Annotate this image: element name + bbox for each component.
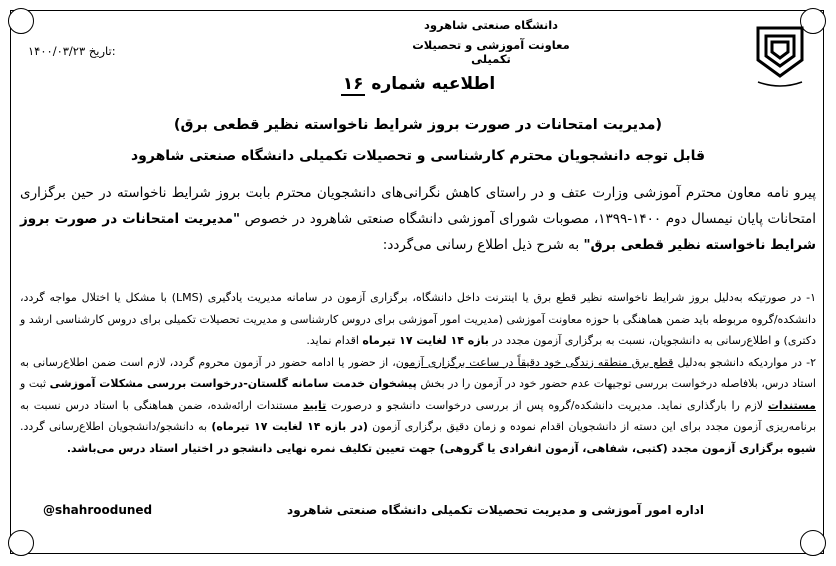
- intro-paragraph: [20, 180, 816, 258]
- date-label: تاریخ:: [88, 44, 116, 58]
- university-name: دانشگاه صنعتی شاهرود: [423, 18, 559, 32]
- corner-ornament-icon: [8, 530, 34, 556]
- social-handle: @shahrooduned: [43, 503, 153, 517]
- corner-ornament-icon: [800, 530, 826, 556]
- item-text: لازم را بارگذاری نماید. مدیریت دانشکده/گروه پس از بررسی درخواست دانشجو و درصورت: [326, 398, 768, 412]
- item-underlined: قطع برق منطقه زندگی خود دقیقاً در ساعت برگزاری آزمون: [395, 355, 674, 369]
- intro-bold-topic: "مدیریت امتحانات در صورت بروز شرایط ناخواسته نظیر قطعی برق": [20, 211, 816, 253]
- item-text: اقدام نماید.: [306, 334, 363, 347]
- list-item: [20, 352, 816, 460]
- item-text: ثبت و: [20, 377, 50, 390]
- announcement-subtitle: (مدیریت امتحانات در صورت بروز شرایط ناخواسته نظیر قطعی برق): [173, 117, 663, 133]
- item-text: مستندات ارائه‌شده، ضمن هماهنگی با استاد درس نسبت به برنامه‌ریزی آزمون مجدد برای این دسته از دانشجویان اقدام نموده و زمان دقیق برگزاری آزمون: [20, 398, 817, 433]
- list-item: [20, 287, 816, 352]
- item-text: به دانشجو/دانشجویان اطلاع‌رسانی گردد.: [20, 420, 212, 433]
- announcement-title: [0, 74, 836, 94]
- item-bold: بازه ۱۴ لغایت ۱۷ تیرماه: [362, 334, 489, 347]
- item-bold: مستندات: [767, 398, 816, 412]
- department-name: معاونت آموزشی و تحصیلات تکمیلی: [412, 38, 570, 66]
- announcement-number: ۱۶: [342, 74, 364, 94]
- title-prefix: اطلاعیه شماره: [371, 74, 496, 94]
- date-block: [28, 44, 116, 58]
- intro-text: پیرو نامه معاون محترم آموزشی وزارت عتف و در راستای کاهش نگرانی‌های دانشجویان محترم بابت بروز شرایط ناخواسته در حین برگزاری امتحانات پایان نیمسال دوم ۱۴۰۰-۱۳۹۹، مصوبات شورای آموزشی دانشگاه صنعتی شاهرود در خصوص: [20, 185, 817, 227]
- item-bold: شیوه برگزاری آزمون مجدد (کتبی، شفاهی، آزمون انفرادی یا گروهی) جهت تعیین تکلیف نمره نهایی دانشجو در اختیار استاد درس می‌باشد.: [66, 441, 816, 455]
- item-text: ۲- در مواردیکه دانشجو به‌دلیل: [673, 355, 816, 369]
- announcement-audience: قابل توجه دانشجویان محترم کارشناسی و تحصیلات تکمیلی دانشگاه صنعتی شاهرود: [130, 148, 706, 164]
- corner-ornament-icon: [8, 8, 34, 34]
- intro-text-end: به شرح ذیل اطلاع رسانی می‌گردد:: [382, 237, 584, 253]
- items-list: [20, 287, 816, 459]
- item-bold: تایید: [303, 398, 327, 412]
- item-bold: (در بازه ۱۴ لغایت ۱۷ تیرماه): [211, 420, 368, 433]
- date-value: ۱۴۰۰/۰۳/۲۳: [28, 44, 86, 58]
- item-text: ۱- در صورتیکه به‌دلیل بروز شرایط ناخواسته نظیر قطع برق یا اینترنت داخل دانشگاه، برگزاری آزمون در سامانه مدیریت یادگیری (LMS) با مشکل یا اختلال مواجه گردد، دانشکده/گروه مربوطه باید ضمن هماهنگی با حوزه معاونت آموزشی (مدیریت امور آموزشی برای دروس کارشناسی و مدیریت تحصیلات تکمیلی برای دروس کارشناسی ارشد و دکتری) و اطلاع‌رسانی به دانشجویان، نسبت به برگزاری آزمون مجدد در: [20, 291, 817, 347]
- footer-signature: اداره امور آموزشی و مدیریت تحصیلات تکمیلی دانشگاه صنعتی شاهرود: [287, 503, 704, 517]
- item-bold: پیشخوان خدمت سامانه گلستان-درخواست بررسی مشکلات آموزشی: [49, 377, 417, 390]
- item-text: ، از حضور یا ادامه حضور در آزمون محروم گردد، لازم است ضمن اطلاع‌رسانی به استاد درس، بلافاصله درخواست بررسی توجیهات عدم حضور خود در آزمون را در بخش: [20, 355, 816, 390]
